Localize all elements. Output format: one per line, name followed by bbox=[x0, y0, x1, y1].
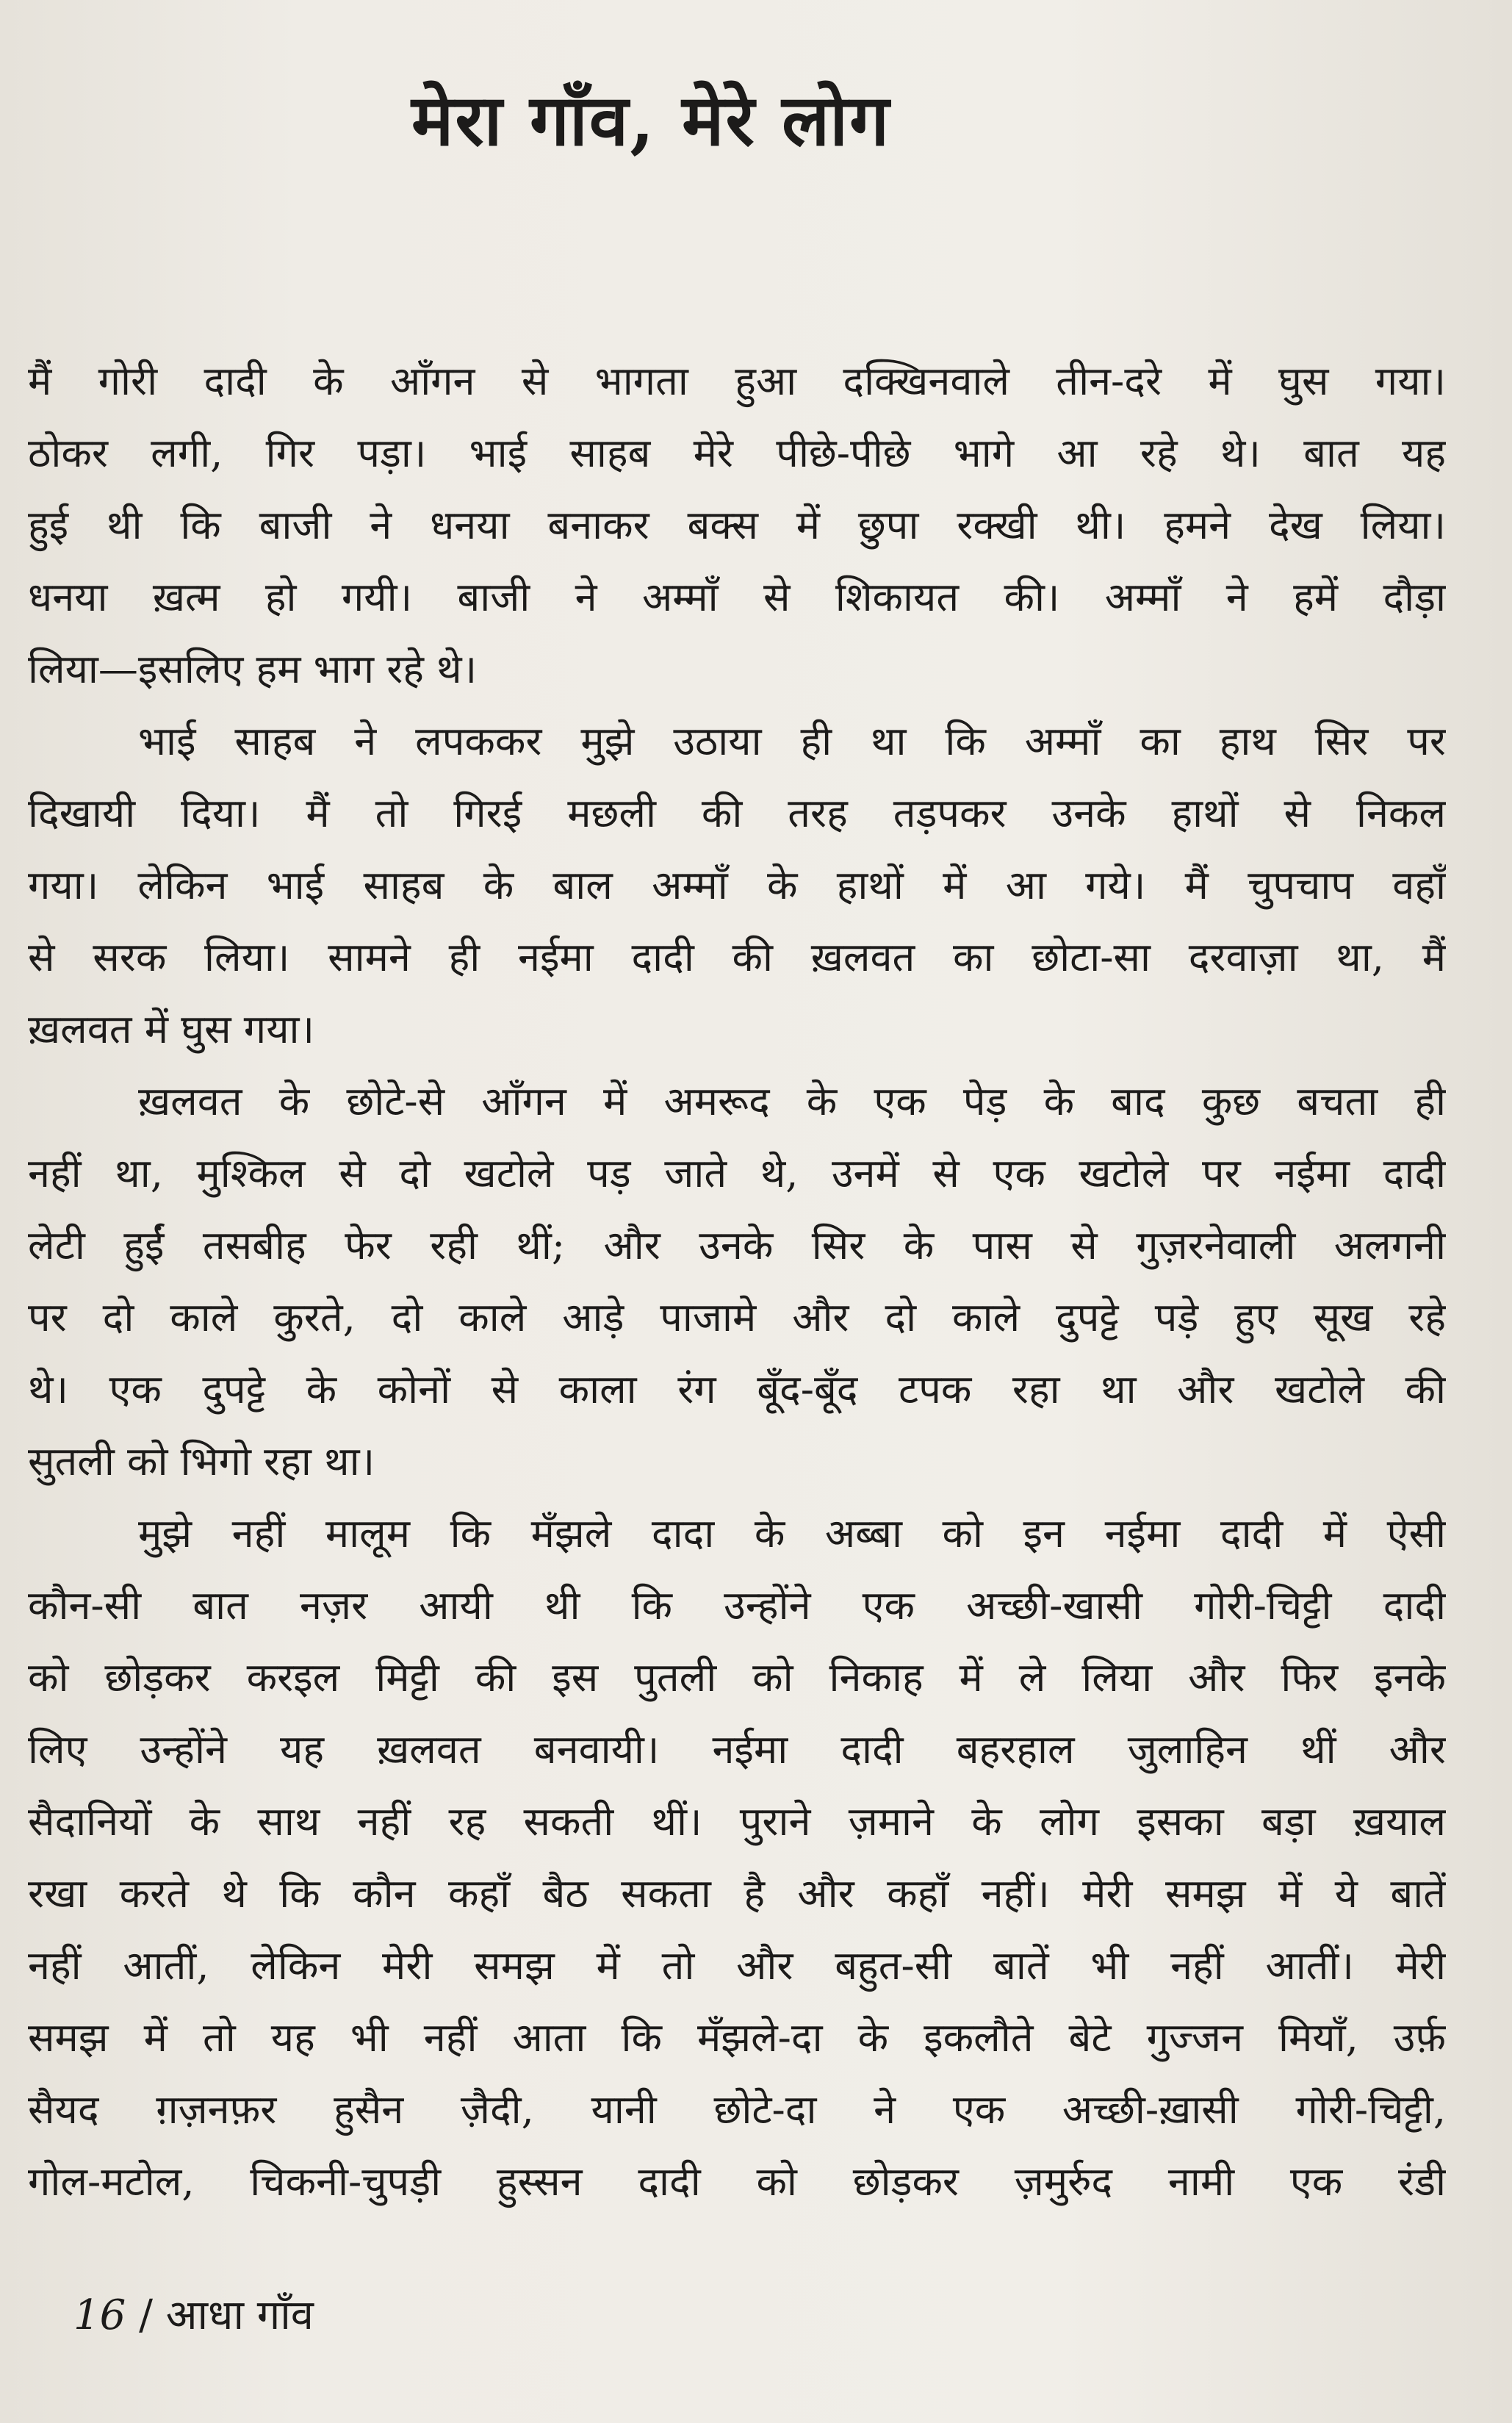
text-line: मुझे नहीं मालूम कि मँझले दादा के अब्बा को इन नईमा दादी में ऐसी bbox=[138, 1510, 1446, 1557]
text-line: ठोकर लगी, गिर पड़ा। भाई साहब मेरे पीछे-पीछे भागे आ रहे थे। बात यह bbox=[28, 430, 1446, 476]
text-line: लेटी हुईं तसबीह फेर रही थीं; और उनके सिर के पास से गुज़रनेवाली अलगनी bbox=[28, 1222, 1446, 1268]
footer-separator: / bbox=[139, 2291, 153, 2339]
text-line: मैं गोरी दादी के आँगन से भागता हुआ दक्खिनवाले तीन-दरे में घुस गया। bbox=[28, 358, 1446, 404]
page-number: 16 bbox=[73, 2291, 126, 2339]
text-line: पर दो काले कुरते, दो काले आड़े पाजामे और दो काले दुपट्टे पड़े हुए सूख रहे bbox=[28, 1294, 1446, 1340]
page-footer bbox=[73, 2286, 314, 2341]
text-line: को छोड़कर करइल मिट्टी की इस पुतली को निकाह में ले लिया और फिर इनके bbox=[28, 1654, 1446, 1701]
text-line: हुई थी कि बाजी ने धनया बनाकर बक्स में छुपा रक्खी थी। हमने देख लिया। bbox=[28, 502, 1446, 548]
text-line: सुतली को भिगो रहा था। bbox=[28, 1438, 375, 1485]
text-line: सैयद ग़ज़नफ़र हुसैन ज़ैदी, यानी छोटे-दा ने एक अच्छी-ख़ासी गोरी-चिट्टी, bbox=[28, 2086, 1446, 2133]
text-line: सैदानियों के साथ नहीं रह सकती थीं। पुराने ज़माने के लोग इसका बड़ा ख़याल bbox=[28, 1798, 1446, 1845]
text-line: कौन-सी बात नज़र आयी थी कि उन्होंने एक अच्छी-खासी गोरी-चिट्टी दादी bbox=[28, 1582, 1446, 1629]
text-line: नहीं था, मुश्किल से दो खटोले पड़ जाते थे, उनमें से एक खटोले पर नईमा दादी bbox=[28, 1150, 1446, 1196]
running-title: आधा गाँव bbox=[165, 2291, 314, 2339]
text-line: से सरक लिया। सामने ही नईमा दादी की ख़लवत का छोटा-सा दरवाज़ा था, मैं bbox=[28, 934, 1446, 980]
text-line: लिया—इसलिए हम भाग रहे थे। bbox=[28, 646, 478, 692]
text-line: नहीं आतीं, लेकिन मेरी समझ में तो और बहुत-सी बातें भी नहीं आतीं। मेरी bbox=[28, 1942, 1446, 1989]
text-line: भाई साहब ने लपककर मुझे उठाया ही था कि अम्माँ का हाथ सिर पर bbox=[138, 718, 1446, 764]
text-line: ख़लवत के छोटे-से आँगन में अमरूद के एक पेड़ के बाद कुछ बचता ही bbox=[138, 1078, 1446, 1124]
text-line: लिए उन्होंने यह ख़लवत बनवायी। नईमा दादी बहरहाल जुलाहिन थीं और bbox=[28, 1726, 1446, 1773]
text-line: गया। लेकिन भाई साहब के बाल अम्माँ के हाथों में आ गये। मैं चुपचाप वहाँ bbox=[28, 862, 1446, 908]
page-body bbox=[28, 345, 1446, 2218]
text-line: ख़लवत में घुस गया। bbox=[28, 1006, 314, 1052]
text-line: रखा करते थे कि कौन कहाँ बैठ सकता है और कहाँ नहीं। मेरी समझ में ये बातें bbox=[28, 1870, 1446, 1917]
text-line: समझ में तो यह भी नहीं आता कि मँझले-दा के इकलौते बेटे गुज्जन मियाँ, उर्फ़ bbox=[28, 2014, 1446, 2061]
text-line: दिखायी दिया। मैं तो गिरई मछली की तरह तड़पकर उनके हाथों से निकल bbox=[28, 790, 1446, 836]
text-line: धनया ख़त्म हो गयी। बाजी ने अम्माँ से शिकायत की। अम्माँ ने हमें दौड़ा bbox=[28, 574, 1446, 620]
text-line: गोल-मटोल, चिकनी-चुपड़ी हुस्सन दादी को छोड़कर ज़मुर्रुद नामी एक रंडी bbox=[28, 2158, 1446, 2205]
chapter-title: मेरा गाँव, मेरे लोग bbox=[411, 79, 891, 162]
text-line: थे। एक दुपट्टे के कोनों से काला रंग बूँद-बूँद टपक रहा था और खटोले की bbox=[28, 1366, 1446, 1412]
